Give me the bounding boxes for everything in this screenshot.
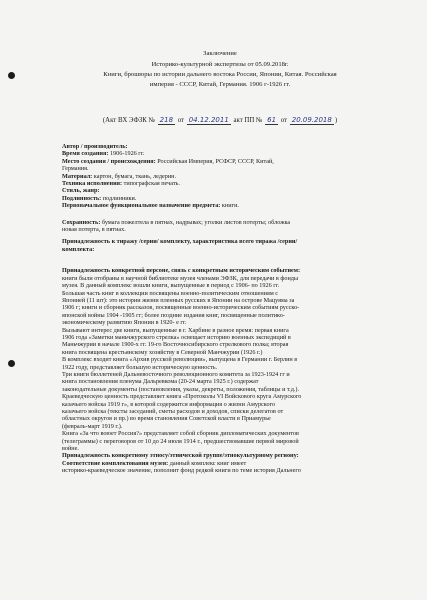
document-body: [62, 143, 406, 475]
person-paragraph: Книга «За что воюет Россия?» представляет собой сборник дипломатических документов (телеграммы) с переговоров от 10 до 24 июля 1914 г., предшествовавшие первой мировой войне.: [62, 430, 299, 453]
act-reference: (Акт ВХ ЭФЗК № 218 от 04.12.2011 акт ПП № 61 от 20.09.2018 ): [102, 116, 338, 124]
ethnic-heading: Принадлежность конкретному этносу/этнической группе/этнокультурному региону:: [62, 452, 299, 460]
condition-field-cont: новая потерта, в пятнах.: [62, 226, 126, 234]
person-paragraph: книги были отобраны в научной библиотеке музея членами ЭФЗК, для передачи в фонды музея. В данный комплекс вошли книги, выпущенные в период с 1906- по 1926 гг. Большая часть книг в коллекции посвящены военно-политическим отношениям с Японией (11 шт): это истории жизни пленных русских в Японии на острове Мацуяма за 1906 г; книги и сборник рассказов, посвященные военно-историческим событиям русско- японской войны 1904 -1905 гг; более поздние издания книг, посвященные политико- экономическому развитию Японии в 1920- е гг.: [62, 274, 300, 327]
edition-heading-cont: комплекта:: [62, 245, 95, 253]
place-field: Место создания / происхождения: Российская Империя, РСФСР, СССР, Китай,: [62, 157, 274, 165]
edition-heading: Принадлежность к тиражу /серии/ комплекту, характеристика всего тиража /серии/: [62, 238, 298, 246]
style-field: Стиль, жанр:: [62, 187, 100, 195]
header-line: Книги, брошюры по истории дальнего востока России, Японии, Китая. Российская: [103, 71, 337, 78]
museum-field-cont: историко-краеведческое значение, пополнит фонд редкой книги по теме история Дальнего: [62, 467, 301, 475]
header-line: Историко-культурной экспертизы от 05.09.2018г.: [151, 61, 289, 68]
person-paragraph: Вызывают интерес две книги, выпущенные в г. Харбине в разное время: первая книга 1906 года «Заметки маньчжурского стрелка» освещает историю военных экспедиций в Маньчжурии в начале 1900-х гг. 19-го Восточносибирского стрелкового полка; вторая книга посвящена крестьянскому хозяйству в Северной Манчжурии (1926 г.): [62, 326, 291, 356]
punch-hole: [8, 360, 15, 367]
handwritten-act-number: 218: [159, 116, 174, 124]
handwritten-date: 04.12.2011: [188, 116, 229, 124]
purpose-field: Первоначальное функциональное назначение предмета: книги.: [62, 202, 239, 210]
created-field: Время создания: 1906-1926 гг.: [62, 150, 145, 158]
person-heading: Принадлежность конкретной персоне, связь с конкретным историческим событием:: [62, 267, 301, 275]
handwritten-act-number: 61: [267, 116, 277, 124]
person-paragraph: Три книги бюллетеней Дальневосточного революционного комитета за 1923-1924 гг и книга постановления пленума Дальревкома (20-24 марта 1925 г.) содержат законодательные документы (постановления, указы, декреты, положения, таблицы и т.д.). Краеведческую ценность представляет книга «Протоколы VI Войскового круга Амурского казачьего войска 1919 г», в которой содержится информация о жизни Амурского казачьего войска (тексты заседаний, сметы расходов и доходов, списки делегатов от областных округов и пр.) во время становления Советской власти в Приамурье (февраль-март 1919 г.).: [62, 370, 302, 430]
condition-field: Сохранность: бумага пожелтела в пятнах, надрывах; уголки листов потерты; обложка: [62, 218, 291, 226]
header-line: империя - СССР, Китай, Германия. 1906 г-1926 гг.: [149, 81, 291, 88]
material-field: Материал: картон, бумага, ткань, ледерин.: [62, 172, 177, 180]
technique-field: Техника исполнения: типографская печать.: [62, 180, 180, 188]
authenticity-field: Подлинность: подлинники.: [62, 194, 137, 202]
handwritten-date: 20.09.2018: [291, 116, 332, 124]
place-field-cont: Германия.: [62, 165, 89, 173]
document-title: Заключение: [203, 50, 237, 57]
punch-hole: [8, 72, 15, 79]
person-paragraph: В комплекс входит книга «Архив русской революции», выпущена в Германии г. Берлин в 1922 году, представляет большую историческую ценность.: [62, 356, 298, 371]
author-field: Автор / производитель:: [62, 143, 128, 150]
museum-field: Соответствие комплектования музея: данный комплекс книг имеет: [62, 459, 247, 467]
